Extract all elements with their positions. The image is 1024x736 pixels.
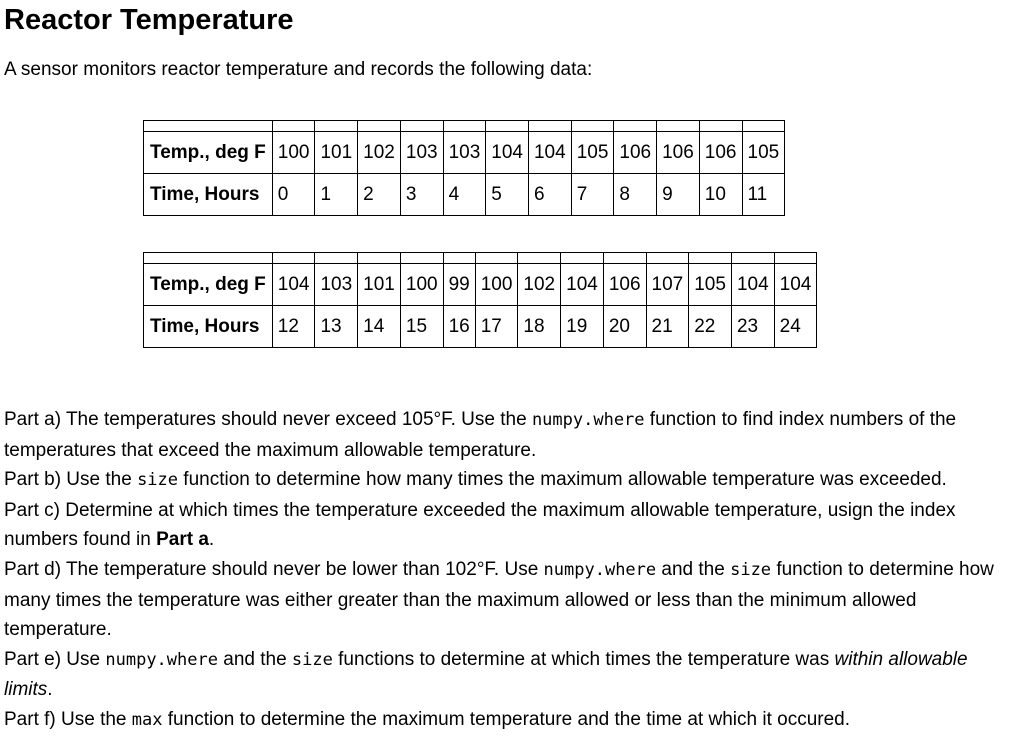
part-text: Part c) Determine at which times the temperature exceeded the maximum allowable temperature, usign the index numbers found in [4, 499, 956, 551]
time-cell: 14 [358, 306, 401, 348]
time-cell: 12 [272, 306, 315, 348]
part-text: Part b) Use the [4, 469, 138, 491]
code-snippet: size [291, 649, 333, 670]
spacer-cell [144, 121, 273, 132]
code-snippet: numpy.where [543, 559, 657, 580]
spacer-cell [486, 121, 529, 132]
temp-cell: 103 [400, 132, 443, 174]
spacer-cell [571, 121, 614, 132]
bold-text: Part a [156, 529, 209, 551]
code-snippet: size [730, 559, 772, 580]
time-cell: 5 [486, 174, 529, 216]
spacer-cell [144, 253, 273, 264]
part-text: function to determine the maximum temperature and the time at which it occured. [162, 708, 850, 730]
spacer-cell [358, 121, 401, 132]
part-paragraph [4, 405, 1019, 465]
spacer-cell [315, 253, 358, 264]
code-snippet: max [131, 709, 163, 730]
temp-cell: 99 [443, 264, 475, 306]
spacer-cell [443, 121, 486, 132]
time-cell: 10 [699, 174, 742, 216]
spacer-cell [614, 121, 657, 132]
spacer-cell [400, 121, 443, 132]
temp-cell: 102 [518, 264, 561, 306]
part-text: function to determine how many times the temperature was either greater than the maximum allowed or less than the minimum allowed temperature. [4, 558, 994, 641]
time-cell: 21 [646, 306, 689, 348]
part-text: . [208, 529, 215, 551]
code-snippet: numpy.where [105, 649, 218, 670]
data-table-2 [143, 252, 817, 348]
part-text: function to find index numbers of the temperatures that exceed the maximum allowable temperature. [4, 409, 957, 461]
time-cell: 15 [400, 306, 443, 348]
time-row [144, 306, 817, 348]
time-cell: 4 [443, 174, 486, 216]
spacer-cell [646, 253, 689, 264]
temp-cell: 102 [358, 132, 401, 174]
spacer-cell [272, 121, 315, 132]
time-cell: 1 [315, 174, 358, 216]
time-cell: 13 [315, 306, 358, 348]
temp-cell: 103 [315, 264, 358, 306]
spacer-cell [561, 253, 604, 264]
temp-cell: 105 [689, 264, 732, 306]
time-cell: 11 [742, 174, 785, 216]
part-text: and the [656, 558, 731, 580]
spacer-cell [272, 253, 315, 264]
time-cell: 20 [603, 306, 646, 348]
time-cell: 18 [518, 306, 561, 348]
part-paragraph [4, 645, 1019, 705]
time-cell: 24 [774, 306, 817, 348]
part-text: functions to determine at which times the temperature was [332, 648, 835, 670]
part-paragraph [4, 555, 1019, 645]
temp-row-header: Temp., deg F [144, 132, 273, 174]
temp-cell: 104 [731, 264, 774, 306]
code-snippet: size [137, 470, 179, 491]
time-row [144, 174, 785, 216]
problem-parts [4, 405, 1019, 736]
time-cell: 2 [358, 174, 401, 216]
spacer-cell [315, 121, 358, 132]
spacer-cell [774, 253, 817, 264]
temp-cell: 104 [486, 132, 529, 174]
temp-cell: 107 [646, 264, 689, 306]
part-text: Part f) Use the [4, 708, 132, 730]
part-text: Part d) The temperature should never be lower than 102°F. Use [4, 558, 544, 580]
table-spacer-row [144, 121, 785, 132]
time-row-header: Time, Hours [144, 306, 273, 348]
part-text: and the [217, 648, 292, 670]
spacer-cell [400, 253, 443, 264]
table-spacer-row [144, 253, 817, 264]
temp-cell: 105 [571, 132, 614, 174]
temp-cell: 104 [774, 264, 817, 306]
temp-cell: 106 [657, 132, 700, 174]
part-paragraph [4, 496, 1019, 555]
spacer-cell [742, 121, 785, 132]
temp-cell: 100 [475, 264, 518, 306]
temp-row [144, 264, 817, 306]
temp-cell: 104 [528, 132, 571, 174]
temp-cell: 100 [272, 132, 315, 174]
time-cell: 3 [400, 174, 443, 216]
time-cell: 17 [475, 306, 518, 348]
spacer-cell [657, 121, 700, 132]
part-text: Part a) The temperatures should never exceed 105°F. Use the [4, 409, 532, 430]
spacer-cell [358, 253, 401, 264]
spacer-cell [443, 253, 475, 264]
part-text: Part e) Use [4, 648, 106, 670]
part-paragraph [4, 705, 1019, 736]
temp-cell: 104 [561, 264, 604, 306]
temp-row-header: Temp., deg F [144, 264, 273, 306]
time-cell: 6 [528, 174, 571, 216]
time-cell: 7 [571, 174, 614, 216]
data-table-1 [143, 120, 785, 216]
temp-cell: 105 [742, 132, 785, 174]
temp-row [144, 132, 785, 174]
code-snippet: numpy.where [531, 410, 645, 430]
spacer-cell [475, 253, 518, 264]
temp-cell: 100 [400, 264, 443, 306]
time-cell: 22 [689, 306, 732, 348]
time-cell: 8 [614, 174, 657, 216]
part-text: . [47, 679, 53, 701]
temp-cell: 106 [614, 132, 657, 174]
time-cell: 19 [561, 306, 604, 348]
temp-cell: 106 [603, 264, 646, 306]
spacer-cell [603, 253, 646, 264]
temp-cell: 101 [358, 264, 401, 306]
italic-text: within allowable limits [4, 648, 968, 701]
part-paragraph [4, 465, 1019, 496]
time-cell: 9 [657, 174, 700, 216]
spacer-cell [689, 253, 732, 264]
time-cell: 16 [443, 306, 475, 348]
part-text: function to determine how many times the maximum allowable temperature was exceeded. [178, 469, 947, 491]
time-cell: 0 [272, 174, 315, 216]
temp-cell: 101 [315, 132, 358, 174]
spacer-cell [528, 121, 571, 132]
spacer-cell [699, 121, 742, 132]
temp-cell: 106 [699, 132, 742, 174]
time-cell: 23 [731, 306, 774, 348]
intro-text: A sensor monitors reactor temperature and records the following data: [4, 59, 593, 80]
spacer-cell [518, 253, 561, 264]
temp-cell: 103 [443, 132, 486, 174]
spacer-cell [731, 253, 774, 264]
time-row-header: Time, Hours [144, 174, 273, 216]
temp-cell: 104 [272, 264, 315, 306]
page-title: Reactor Temperature [4, 4, 294, 36]
